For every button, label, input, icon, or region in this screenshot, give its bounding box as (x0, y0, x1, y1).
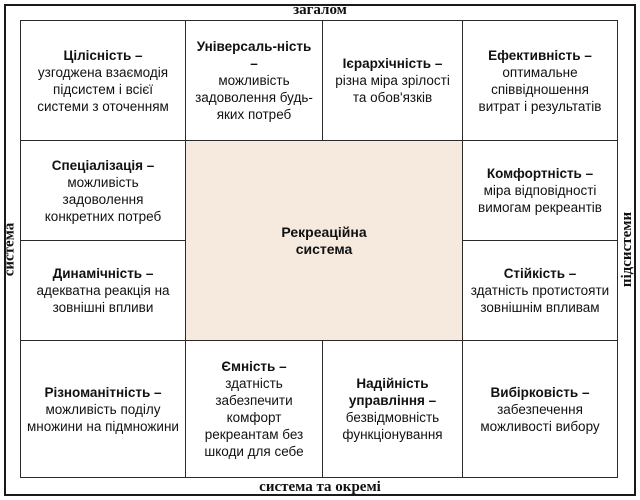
cell-desc: здатність протистояти зовнішнім впливам (470, 283, 610, 315)
cell-term: Вибірковість (490, 384, 579, 400)
cell-desc: узгоджена взаємодія підсистем і всієї системи з оточенням (37, 64, 169, 114)
cell-vybirkovist: Вибірковість – забезпечення можливості вибору (462, 340, 618, 478)
cell-term: Ієрархічність (342, 56, 432, 71)
cell-desc: безвідмовність функціонування (342, 410, 443, 442)
cell-nadiinist: Надійність управління – безвідмовність функціонування (322, 340, 463, 478)
cell-desc: можливість поділу множини на підмножини (27, 401, 179, 434)
cell-term: Різноманітність (44, 384, 151, 400)
cell-desc: різна міра зрілості та обов'язків (335, 73, 450, 105)
cell-iemnist: Ємність – здатність забезпечити комфорт рекреантам без шкоди для себе (185, 340, 323, 478)
bottom-edge-label: система та окремі (259, 479, 381, 495)
cell-komfortnist: Комфортність – міра відповідності вимогам рекреантів (462, 140, 618, 241)
cell-term: Ефективність (488, 47, 581, 63)
cell-term: Універсаль-ність (196, 39, 312, 54)
cell-desc: оптимальне співвідношення витрат і результатів (478, 64, 602, 114)
cell-cilisnist: Цілісність – узгоджена взаємодія підсистем і всієї системи з оточенням (20, 20, 186, 141)
cell-term: Комфортність (486, 166, 582, 181)
cell-desc: міра відповідності вимогам рекреантів (478, 183, 602, 215)
cell-riznomanitnist: Різноманітність – можливість поділу множини на підмножини (20, 340, 186, 478)
cell-dynamichnist: Динамічність – адекватна реакція на зовнішні впливи (20, 240, 186, 341)
cell-iierarkhichnist: Ієрархічність – різна міра зрілості та обов'язків (322, 20, 463, 141)
cell-term: Динамічність (52, 266, 143, 281)
cell-term: Ємність (221, 359, 276, 374)
left-edge-label (0, 20, 20, 478)
top-edge-label: загалом (293, 2, 347, 18)
cell-desc: здатність забезпечити комфорт рекреантам без шкоди для себе (204, 376, 304, 459)
cell-desc: можливість задоволення будь-яких потреб (195, 73, 313, 122)
cell-term: Цілісність (63, 47, 132, 63)
cell-desc: адекватна реакція на зовнішні впливи (36, 283, 170, 315)
cell-desc: забезпечення можливості вибору (480, 401, 600, 434)
left-edge-label-text: система (1, 222, 18, 276)
right-edge-label-text: підсистеми (619, 211, 636, 287)
cell-universalnist: Універсаль-ність – можливість задоволення будь-яких потреб (185, 20, 323, 141)
cell-term: Спеціалізація (51, 157, 143, 173)
cell-stiikist: Стійкість – здатність протистояти зовнішнім впливам (462, 240, 618, 341)
cell-term: Надійність управління (348, 376, 429, 408)
right-edge-label (618, 20, 638, 478)
cell-desc: можливість задоволення конкретних потреб (44, 174, 162, 224)
center-label: Рекреаційна система (281, 223, 367, 257)
center-recreational-system (185, 140, 463, 341)
cell-efektyvnist: Ефективність – оптимальне співвідношення витрат і результатів (462, 20, 618, 141)
cell-term: Стійкість (503, 266, 566, 281)
cell-spetsializatsiia: Спеціалізація – можливість задоволення конкретних потреб (20, 140, 186, 241)
